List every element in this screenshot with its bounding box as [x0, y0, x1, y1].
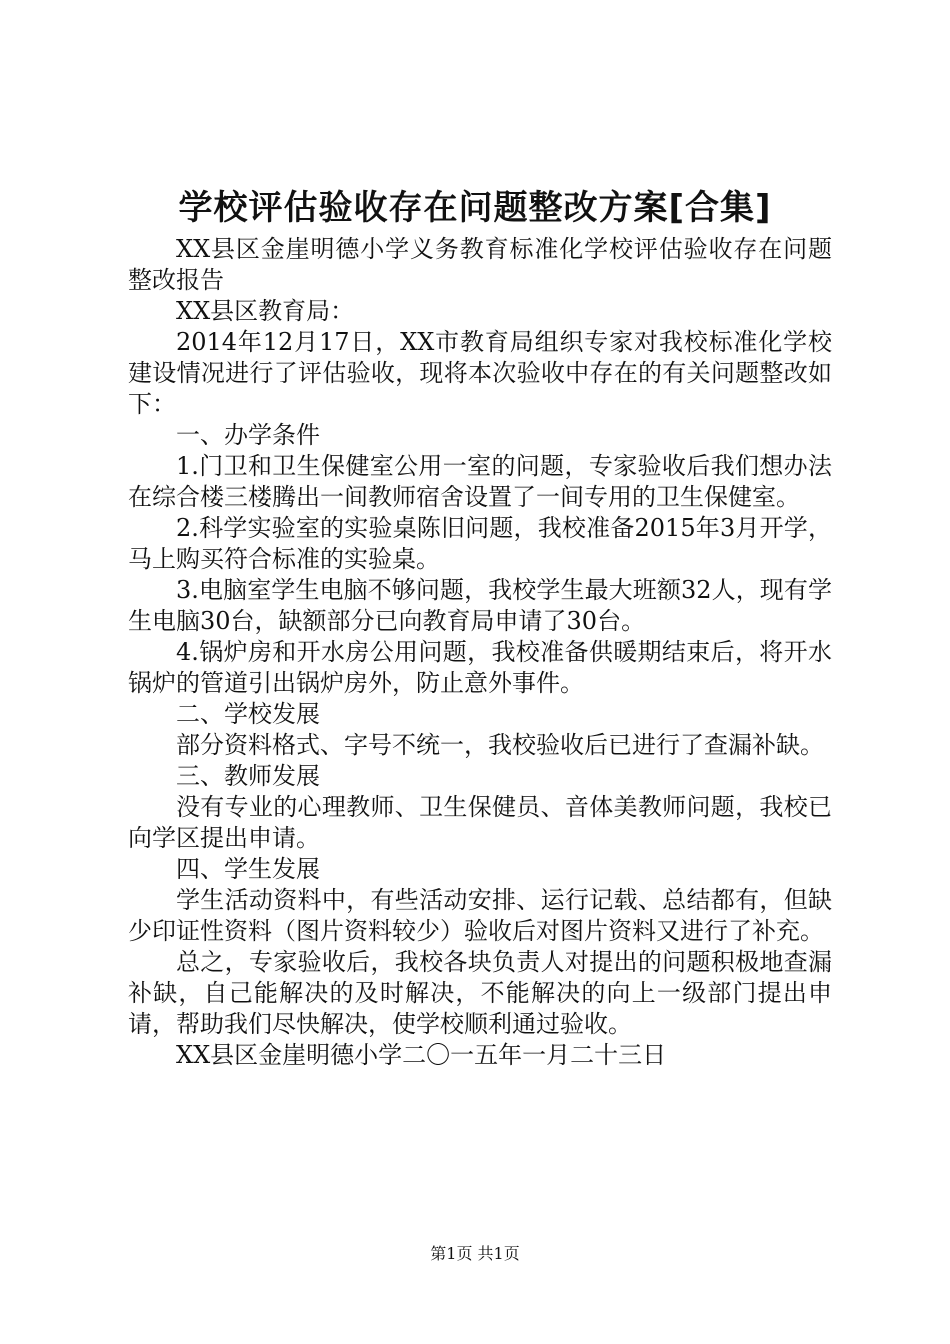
- recipient-line: XX县区教育局：: [176, 297, 355, 325]
- item-paragraph-2: 2.科学实验室的实验桌陈旧问题，我校准备2015年3月开学，马上购买符合标准的实验桌。: [128, 514, 832, 573]
- section-heading-teacher-development: 三、教师发展: [176, 762, 320, 790]
- section-heading-student-development: 四、学生发展: [176, 855, 320, 883]
- teacher-development-paragraph: 没有专业的心理教师、卫生保健员、音体美教师问题，我校已向学区提出申请。: [128, 793, 832, 852]
- report-heading-paragraph: XX县区金崖明德小学义务教育标准化学校评估验收存在问题整改报告: [128, 235, 832, 294]
- intro-paragraph: 2014年12月17日，XX市教育局组织专家对我校标准化学校建设情况进行了评估验收，现将本次验收中存在的有关问题整改如下：: [128, 328, 832, 418]
- document-title: 学校评估验收存在问题整改方案[合集]: [178, 188, 772, 228]
- student-development-paragraph: 学生活动资料中，有些活动安排、运行记载、总结都有，但缺少印证性资料（图片资料较少）验收后对图片资料又进行了补充。: [128, 886, 832, 945]
- document-body: [128, 234, 832, 1071]
- section-heading-school-development: 二、学校发展: [176, 700, 320, 728]
- item-paragraph-4: 4.锅炉房和开水房公用问题，我校准备供暖期结束后，将开水锅炉的管道引出锅炉房外，防止意外事件。: [128, 638, 832, 697]
- signature-line: XX县区金崖明德小学二〇一五年一月二十三日: [176, 1041, 667, 1069]
- page-footer: 第1页 共1页: [430, 1244, 520, 1263]
- item-paragraph-3: 3.电脑室学生电脑不够问题，我校学生最大班额32人，现有学生电脑30台，缺额部分已向教育局申请了30台。: [128, 576, 832, 635]
- school-development-paragraph: 部分资料格式、字号不统一，我校验收后已进行了查漏补缺。: [176, 731, 824, 759]
- item-paragraph-1: 1.门卫和卫生保健室公用一室的问题，专家验收后我们想办法在综合楼三楼腾出一间教师宿舍设置了一间专用的卫生保健室。: [128, 452, 832, 511]
- conclusion-paragraph: 总之，专家验收后，我校各块负责人对提出的问题积极地查漏补缺，自己能解决的及时解决，不能解决的向上一级部门提出申请，帮助我们尽快解决，使学校顺利通过验收。: [128, 948, 832, 1038]
- section-heading-school-conditions: 一、办学条件: [176, 421, 320, 449]
